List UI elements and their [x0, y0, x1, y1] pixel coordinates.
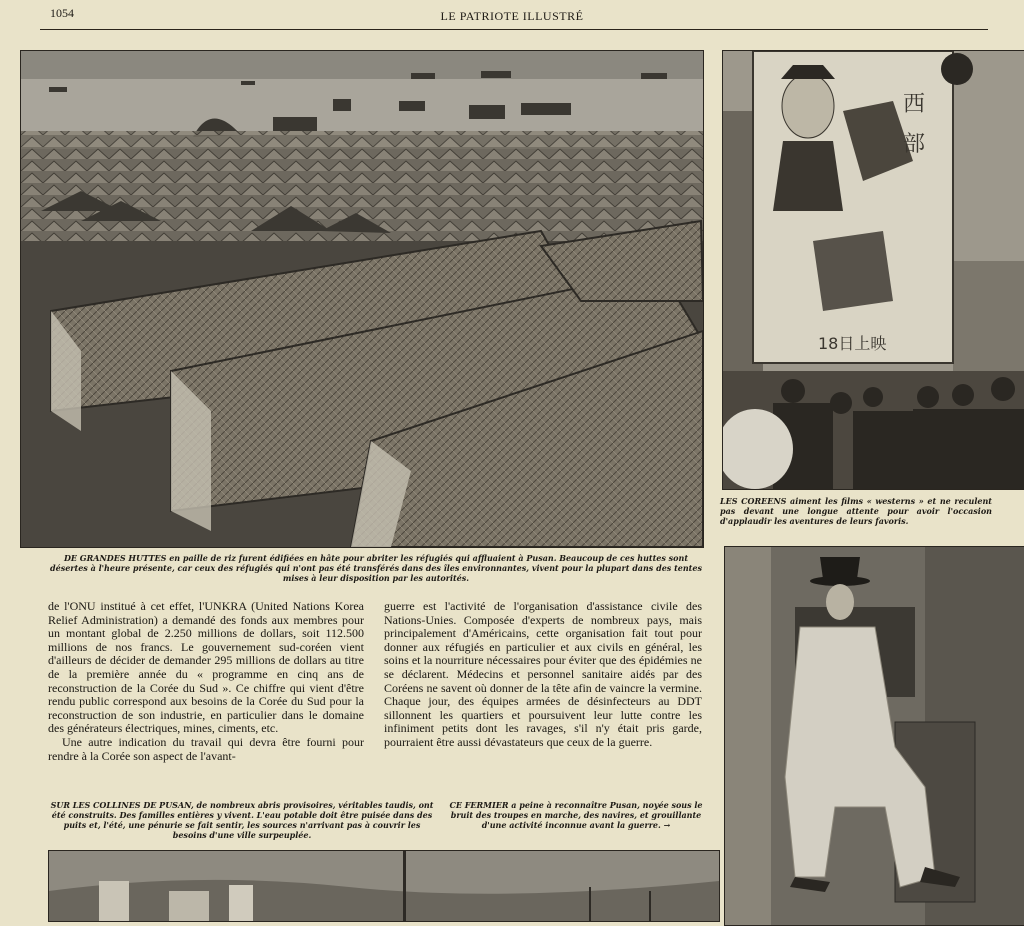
cinema-photo [722, 50, 1024, 490]
article-column-1 [48, 600, 364, 763]
svg-text:西: 西 [903, 92, 926, 117]
page-number: 1054 [50, 6, 74, 20]
farmer-caption [448, 800, 704, 830]
hills-photo-illustration [49, 851, 719, 921]
continued-arrow-icon: → [663, 820, 671, 830]
poster-date: 18日上映 [818, 334, 887, 353]
svg-text:部: 部 [903, 132, 926, 157]
huts-caption-lead: DE GRANDES HUTTES [63, 553, 167, 563]
farmer-photo-illustration [725, 547, 1024, 925]
huts-caption-text: en paille de riz furent édifiées en hâte pour abriter les réfugiés qui affluaient à Pusan. Beaucoup de ces huttes sont désertes à l'heure présente, car ceux des réfugiés qui n'ont pas été transférés dans des îles environnantes, vivent pour la plupart dans des tentes mises à leur disposition par les autorités. [50, 553, 702, 583]
cinema-caption-lead: LES COREENS [720, 496, 787, 506]
huts-photo [20, 50, 704, 548]
hills-caption [48, 800, 436, 840]
hills-photo [48, 850, 720, 922]
cinema-caption-text: aiment les films « westerns » et ne reculent pas devant une longue attente pour avoir l'occasion d'applaudir les aventures de leurs favoris. [720, 496, 992, 526]
cinema-caption [720, 496, 992, 526]
article-column-2 [384, 600, 702, 750]
article-col1-paragraph-1: de l'ONU institué à cet effet, l'UNKRA (United Nations Korea Relief Administration) a demandé des fonds aux membres pour un montant global de 2.250 millions de dollars, soit 112.500 millions de nos francs. Le gouvernement sud-coréen vient d'ailleurs de décider de demander 295 millions de dollars au titre de la première année du « programme en cinq ans de reconstruction de la Corée du Sud ». Ce chiffre qui vient d'être rendu public correspond aux besoins de la Corée du Sud pour la reconstruction de son industrie, en particulier dans le domaine des générateurs électriques, mines, ciments, etc. [48, 599, 364, 736]
hills-caption-lead: SUR LES COLLINES DE PUSAN, [50, 800, 194, 810]
hills-caption-text: de nombreux abris provisoires, véritables taudis, ont été construits. Des familles entières y vivent. L'eau potable doit être puisée dans des puits et, l'été, une pénurie se fait sentir, les sources n'arrivant pas à couvrir les besoins d'une ville surpeuplée. [51, 800, 434, 840]
article-col2-paragraph-1: guerre est l'activité de l'organisation d'assistance civile des Nations-Unies. Composée d'experts de nombreux pays, mais principalement d'Américains, cette organisation fait tout pour donner aux réfugiés en particulier et aux civils en général, les soins et la nourriture nécessaires pour éviter que des épidémies ne se déclarent. Médecins et personnel sanitaire aidés par des Coréens ne savent où donner de la tête afin de vaincre la vermine. Chaque jour, des équipes armées de désinfecteurs au DDT sillonnent les quartiers et poursuivent leur lutte contre les infiniment petits dont les ravages, s'il n'y était pris garde, pourraient être aussi dévastateurs que ceux de la guerre. [384, 599, 702, 749]
farmer-caption-text: a peine à reconnaître Pusan, noyée sous le bruit des troupes en marche, des navires, et grouillante d'une activité inconnue avant la guerre. [450, 800, 703, 830]
header-rule [40, 29, 988, 30]
magazine-title: LE PATRIOTE ILLUSTRÉ [440, 9, 584, 23]
cinema-photo-illustration [723, 51, 1024, 489]
farmer-caption-lead: CE FERMIER [449, 800, 509, 810]
article-col1-paragraph-2: Une autre indication du travail qui devra être fourni pour rendre à la Corée son aspect de l'avant- [48, 734, 364, 763]
huts-photo-illustration [21, 51, 703, 547]
huts-caption [46, 553, 706, 583]
farmer-photo [724, 546, 1024, 926]
